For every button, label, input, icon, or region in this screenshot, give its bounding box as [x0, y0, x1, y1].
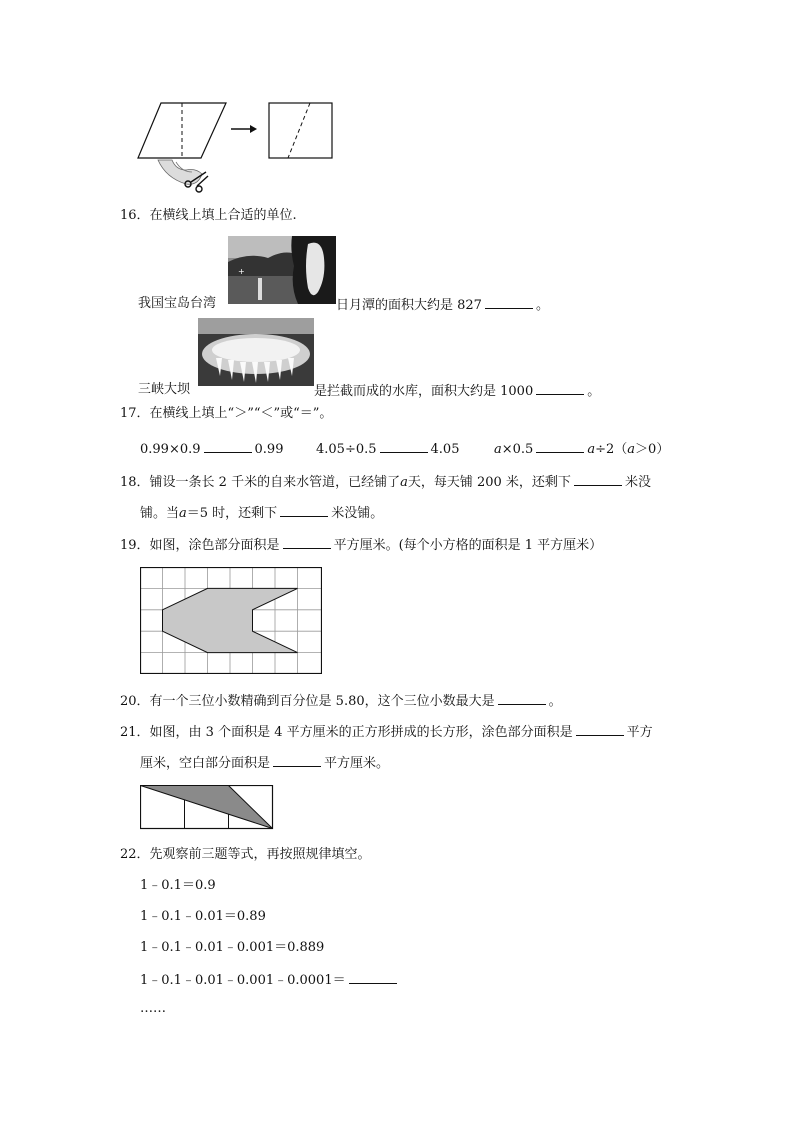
q22-eq1: 1﹣0.1＝0.9	[140, 878, 216, 893]
q16-prompt: 16．在横线上填上合适的单位.	[120, 208, 297, 223]
answer-blank[interactable]	[485, 294, 533, 309]
answer-blank[interactable]	[280, 502, 328, 517]
q17-item-c: a×0.5 a÷2（a＞0）	[494, 438, 669, 460]
q22-ellipsis: ……	[140, 1001, 166, 1016]
three-gorges-dam-photo	[198, 318, 314, 386]
answer-blank[interactable]	[380, 438, 428, 453]
answer-blank[interactable]	[536, 438, 584, 453]
q22-prompt: 22．先观察前三题等式，再按照规律填空。	[120, 847, 371, 862]
q17-item-b: 4.05÷0.5 4.05	[316, 438, 459, 460]
taiwan-sun-moon-lake-photo	[228, 236, 336, 304]
answer-blank[interactable]	[273, 752, 321, 767]
answer-blank[interactable]	[204, 438, 252, 453]
q21-line2: 厘米，空白部分面积是 平方厘米。	[140, 752, 389, 774]
q21-line1: 21．如图，由 3 个面积是 4 平方厘米的正方形拼成的长方形，涂色部分面积是 平方	[120, 721, 653, 743]
q22-eq4: 1﹣0.1﹣0.01﹣0.001﹣0.0001＝	[140, 969, 400, 991]
q20-text: 20．有一个三位小数精确到百分位是 5.80，这个三位小数最大是 。	[120, 690, 562, 712]
q19-text: 19．如图，涂色部分面积是 平方厘米。(每个小方格的面积是 1 平方厘米）	[120, 534, 602, 556]
three-squares-triangle-figure	[140, 785, 274, 830]
q16-line2-pre: 三峡大坝	[138, 382, 191, 397]
q17-prompt: 17．在横线上填上“＞”“＜”或“＝”。	[120, 406, 333, 421]
q18-line1: 18．铺设一条长 2 千米的自来水管道，已经铺了a天，每天铺 200 米，还剩下 米没	[120, 471, 651, 493]
q16-line1-pre: 我国宝岛台湾	[138, 296, 217, 311]
answer-blank[interactable]	[498, 690, 546, 705]
q16-line2-post: 是拦截而成的水库，面积大约是 1000 。	[314, 380, 600, 402]
grid-shaded-polygon-figure	[140, 567, 322, 674]
q16-line1-post: 日月潭的面积大约是 827 。	[336, 294, 549, 316]
svg-text:+: +	[238, 267, 245, 276]
answer-blank[interactable]	[349, 969, 397, 984]
answer-blank[interactable]	[283, 534, 331, 549]
q17-item-a: 0.99×0.9 0.99	[140, 438, 283, 460]
q18-line2: 铺。当a＝5 时，还剩下 米没铺。	[140, 502, 383, 524]
answer-blank[interactable]	[574, 471, 622, 486]
q22-eq3: 1﹣0.1﹣0.01﹣0.001＝0.889	[140, 940, 325, 955]
answer-blank[interactable]	[536, 380, 584, 395]
parallelogram-cut-figure	[136, 100, 342, 195]
answer-blank[interactable]	[576, 721, 624, 736]
q22-eq2: 1﹣0.1﹣0.01＝0.89	[140, 909, 266, 924]
